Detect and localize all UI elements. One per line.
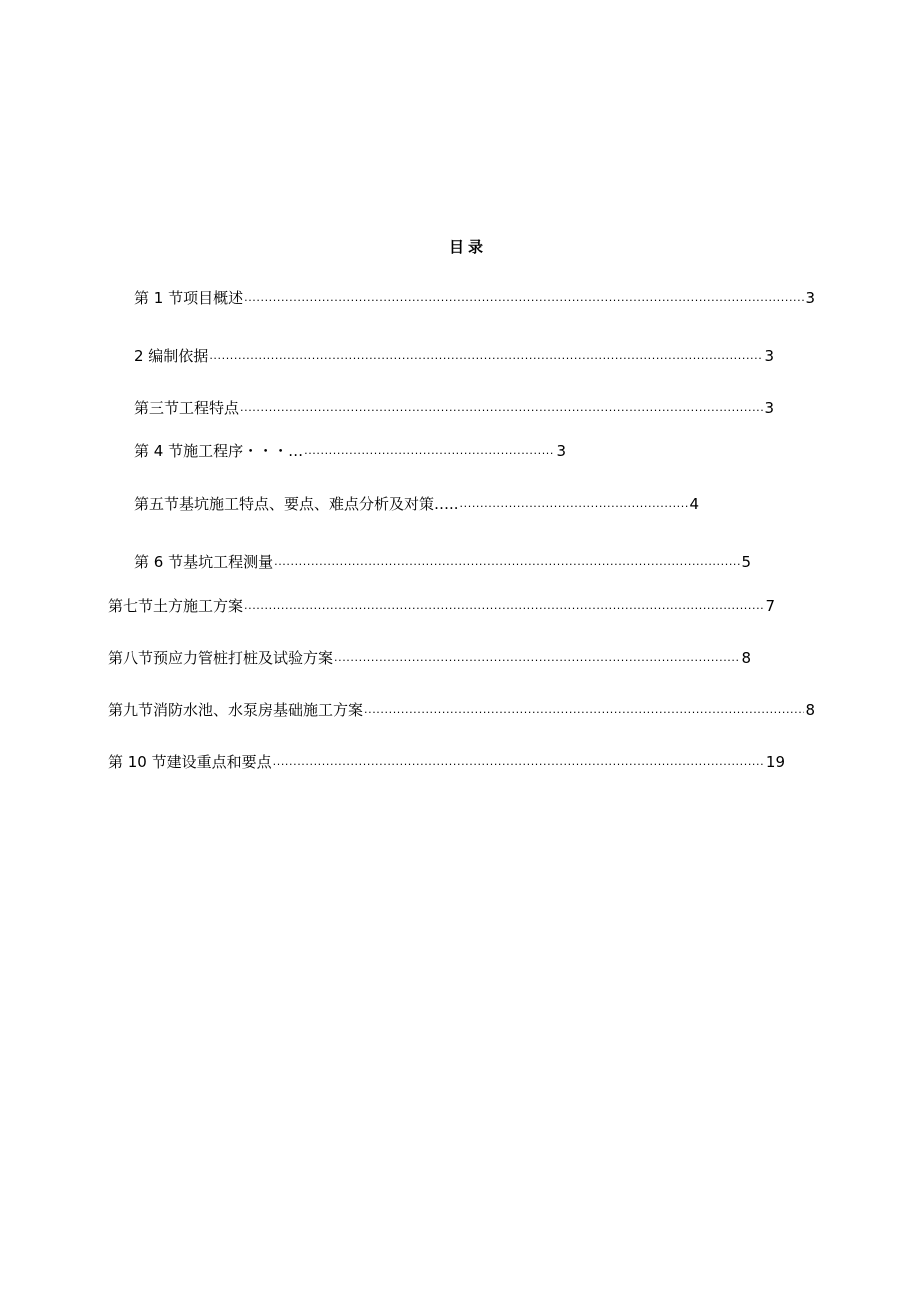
toc-entry-page: 4 [689,495,699,513]
dot-leader [240,401,763,415]
toc-entry-page: 8 [805,701,815,719]
dot-leader [244,291,804,305]
toc-entry-page: 3 [556,442,566,460]
toc-title: 目录 [448,238,487,256]
toc-entry-label: 第 1 节项目概述 [134,289,244,307]
dot-leader [334,651,740,665]
toc-entry-page: 5 [741,553,751,571]
toc-entry [134,441,566,461]
toc-entry-page: 7 [765,597,775,615]
dot-leader [304,444,555,458]
toc-entry-page: 19 [765,753,785,771]
toc-entry-label: 2 编制依据 [134,347,209,365]
toc-entry [134,398,774,418]
toc-entry-page: 3 [805,289,815,307]
toc-entry-page: 8 [741,649,751,667]
toc-entry [108,752,785,772]
dot-leader [244,599,764,613]
toc-entry-label: 第八节预应力管桩打桩及试验方案 [108,649,334,667]
toc-entry [134,288,815,308]
dot-leader [364,703,804,717]
toc-entry [108,700,815,720]
toc-entry-page: 3 [764,347,774,365]
toc-entry-label: 第三节工程特点 [134,399,240,417]
dot-leader [209,349,763,363]
toc-entry-label: 第 6 节基坑工程测量 [134,553,274,571]
dot-leader [273,755,765,769]
toc-entry [134,346,774,366]
toc-entry [134,552,751,572]
toc-entry-label: 第 4 节施工程序・・・… [134,442,304,460]
toc-entry-label: 第 10 节建设重点和要点 [108,753,272,771]
toc-entry-label: 第五节基坑施工特点、要点、难点分析及对策….. [134,495,459,513]
toc-entry-label: 第七节土方施工方案 [108,597,244,615]
toc-entry-page: 3 [764,399,774,417]
toc-entry-label: 第九节消防水池、水泵房基础施工方案 [108,701,364,719]
toc-entry [108,648,751,668]
dot-leader [274,555,740,569]
toc-entry [108,596,775,616]
toc-entry [134,494,699,514]
dot-leader [460,497,689,511]
